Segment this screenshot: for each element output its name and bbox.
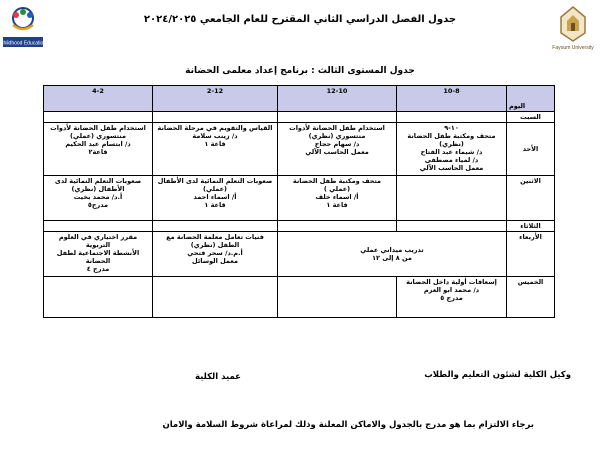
table-row-wednesday [44,232,555,276]
empty-cell [397,175,507,220]
cell-text: قاعة ١ [204,200,226,209]
cell-text: د/ سهام حجاج [314,140,360,149]
day-column-header: اليوم [507,86,555,112]
class-cell [153,232,278,276]
dean-signature-label: عميد الكلية [195,372,241,382]
empty-cell [44,276,153,317]
day-label-wednesday: الأربعاء [507,232,555,276]
fayoum-university-logo [549,3,597,51]
cell-text: الأطفال (نظري) [71,184,125,193]
cell-text: أ.د/ محمد بخيت [73,192,123,201]
slot-header: 12-10 [278,86,397,112]
class-cell [44,232,153,276]
slot-header: 2-12 [153,86,278,112]
cell-text: قاعة ١ [326,200,348,209]
empty-cell [278,111,397,122]
cell-text: د/ زينب سلامة [192,132,238,141]
cell-text: (عملي) [203,184,227,193]
safety-notice: برجاء الالتزام بما هو مدرج بالجدول والاماكن المعلنة وذلك لمراعاة شروط السلامة والامان [162,420,534,430]
level-subtitle: جدول المستوى الثالث : برنامج إعداد معلمى الحضانة [185,66,415,76]
header-row [44,86,555,112]
class-cell [397,276,507,317]
class-cell [153,123,278,176]
empty-cell [397,111,507,122]
cell-text: متحف ومكتبة طفل الحضانة (نظري) [407,132,496,149]
schedule-title: جدول الفصل الدراسي الثاني المقترح للعام الجامعي ٢٠٢٤/٢٠٢٥ [143,14,457,25]
cell-text: مدرج ٥ [440,293,463,302]
cell-text: استخدام طفل الحضانة لأدوات [50,124,146,133]
day-label-thursday: الخميس [507,276,555,317]
class-cell [278,175,397,220]
cell-text: متحف ومكتبة طفل الحضانة [292,176,382,185]
cell-text: قاعة ١ [204,140,226,149]
cell-text: استخدام طفل الحضانة لأدوات [289,124,385,133]
cell-text: الطفل (نظري) [190,241,240,250]
day-label-saturday: السبت [507,111,555,122]
cell-text: الأنشطة الاجتماعية لطفل الحضانة [56,249,140,266]
empty-cell [278,276,397,317]
empty-cell [44,221,153,232]
cell-text: منتسوري (نظري) [308,132,366,141]
cell-text: معمل الوسائل [192,257,238,266]
cell-text: معمل الحاسب الآلي [305,148,369,157]
day-label-monday: الاثنين [507,175,555,220]
empty-cell [44,111,153,122]
class-cell [397,123,507,176]
day-label-sunday: الأحد [507,123,555,176]
cell-text: (عملي ) [323,184,351,193]
table-row-saturday [44,111,555,122]
empty-cell [153,221,278,232]
cell-text: قاعة٢ [88,148,108,157]
logo-left-text: Childhood Education [0,40,47,47]
logo-right-text: Fayoum University [552,45,594,51]
cell-text: معمل الحاسب الآلي [419,164,484,173]
schedule-table [43,85,555,318]
class-cell [153,175,278,220]
vice-dean-signature-label: وكيل الكلية لشئون التعليم والطلاب [424,370,571,380]
table-row-tuesday [44,221,555,232]
field-training-cell [278,232,507,276]
cell-text: مدرج٥ [87,200,109,209]
table-row-sunday [44,123,555,176]
slot-header: 10-8 [397,86,507,112]
cell-text: منتسوري (عملي) [70,132,126,141]
cell-text: مقرر اختياري في العلوم التربوية [58,233,138,250]
cell-text: صعوبات التعلم النمائية لدى الأطفال [157,176,273,185]
empty-cell [278,221,397,232]
cell-text: ١٠-٩ [444,124,459,133]
class-cell [44,123,153,176]
class-cell [278,123,397,176]
class-cell [44,175,153,220]
table-row-thursday [44,276,555,317]
cell-text: إسعافات أولية داخل الحضانة [406,277,497,286]
cell-text: د/ لمياء مصطفى [424,156,479,165]
cell-text: صعوبات التعلم النمائية لدى [54,176,142,185]
slot-header: 4-2 [44,86,153,112]
cell-text: د/ محمد ابو العزم [423,285,480,294]
cell-text: أ/ اسماء خلف [315,192,359,201]
cell-text: د/ ابتسام عبد الحكيم [65,140,131,149]
cell-text: د/ شيماء عبد الفتاح [420,148,483,157]
cell-text: مدرج ٤ [86,265,110,274]
empty-cell [153,111,278,122]
cell-text: فنيات تعامل معلمة الحضانة مع [166,233,264,242]
empty-cell [397,221,507,232]
empty-cell [153,276,278,317]
day-label-tuesday: الثلاثاء [507,221,555,232]
childhood-education-logo [0,5,47,51]
table-row-monday [44,175,555,220]
cell-text: تدريب ميداني عملي [360,246,424,255]
cell-text: أ.م.د/ سحر فتحي [187,249,243,258]
cell-text: أ/ اسماء احمد [193,192,237,201]
cell-text: من ٨ إلى ١٢ [372,254,412,263]
cell-text: القياس والتقويم في مرحلة الحضانة [157,124,273,133]
